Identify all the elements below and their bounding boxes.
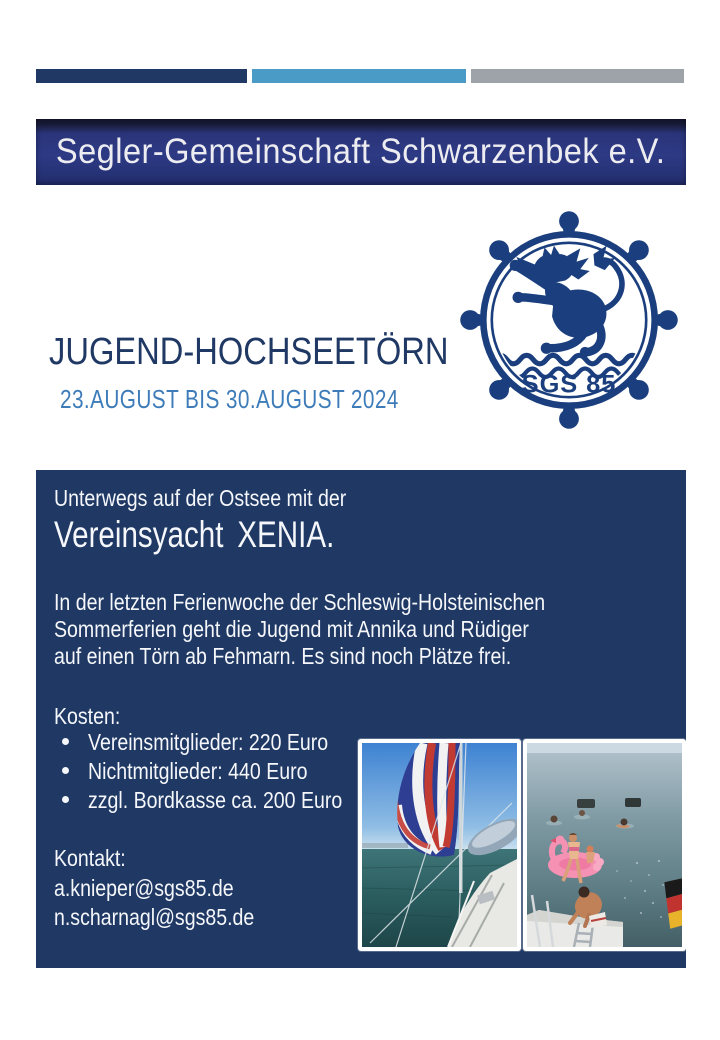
photo-spinnaker-sailing xyxy=(358,739,521,951)
page-title: JUGEND-HOCHSEETÖRN xyxy=(49,331,449,373)
accent-bar-gray xyxy=(471,69,684,83)
club-banner xyxy=(36,119,686,185)
accent-bar-navy xyxy=(36,69,247,83)
description-line: Sommerferien geht die Jugend mit Annika und Rüdiger xyxy=(54,616,529,642)
email-link-knieper[interactable]: a.knieper@sgs85.de xyxy=(54,875,234,901)
club-name: Segler-Gemeinschaft Schwarzenbek e.V. xyxy=(56,132,666,171)
bullet-icon xyxy=(62,796,69,803)
top-accent-bars xyxy=(36,69,684,83)
cost-item: Nichtmitglieder: 440 Euro xyxy=(54,758,387,787)
ships-wheel-lion-logo-icon xyxy=(456,205,682,435)
costs-list xyxy=(54,729,387,816)
photo-swimming-flamingo-float xyxy=(523,739,686,951)
email-link-scharnagl[interactable]: n.scharnagl@sgs85.de xyxy=(54,904,255,930)
logo-text: SGS 85 xyxy=(521,370,617,399)
contact-heading: Kontakt: xyxy=(54,845,126,871)
date-range: 23.AUGUST BIS 30.AUGUST 2024 xyxy=(60,384,399,414)
description-line: auf einen Törn ab Fehmarn. Es sind noch Plätze frei. xyxy=(54,643,512,669)
description-line: In der letzten Ferienwoche der Schleswig-Holsteinischen xyxy=(54,589,546,615)
intro-line: Unterwegs auf der Ostsee mit der xyxy=(54,485,347,511)
description xyxy=(54,589,632,670)
yacht-name-line: Vereinsyacht XENIA. xyxy=(54,514,335,555)
contact-emails xyxy=(54,874,290,932)
costs-heading: Kosten: xyxy=(54,703,121,729)
bullet-icon xyxy=(62,738,69,745)
bullet-icon xyxy=(62,767,69,774)
cost-item: Vereinsmitglieder: 220 Euro xyxy=(54,729,387,758)
cost-item: zzgl. Bordkasse ca. 200 Euro xyxy=(54,787,387,816)
accent-bar-blue xyxy=(252,69,466,83)
